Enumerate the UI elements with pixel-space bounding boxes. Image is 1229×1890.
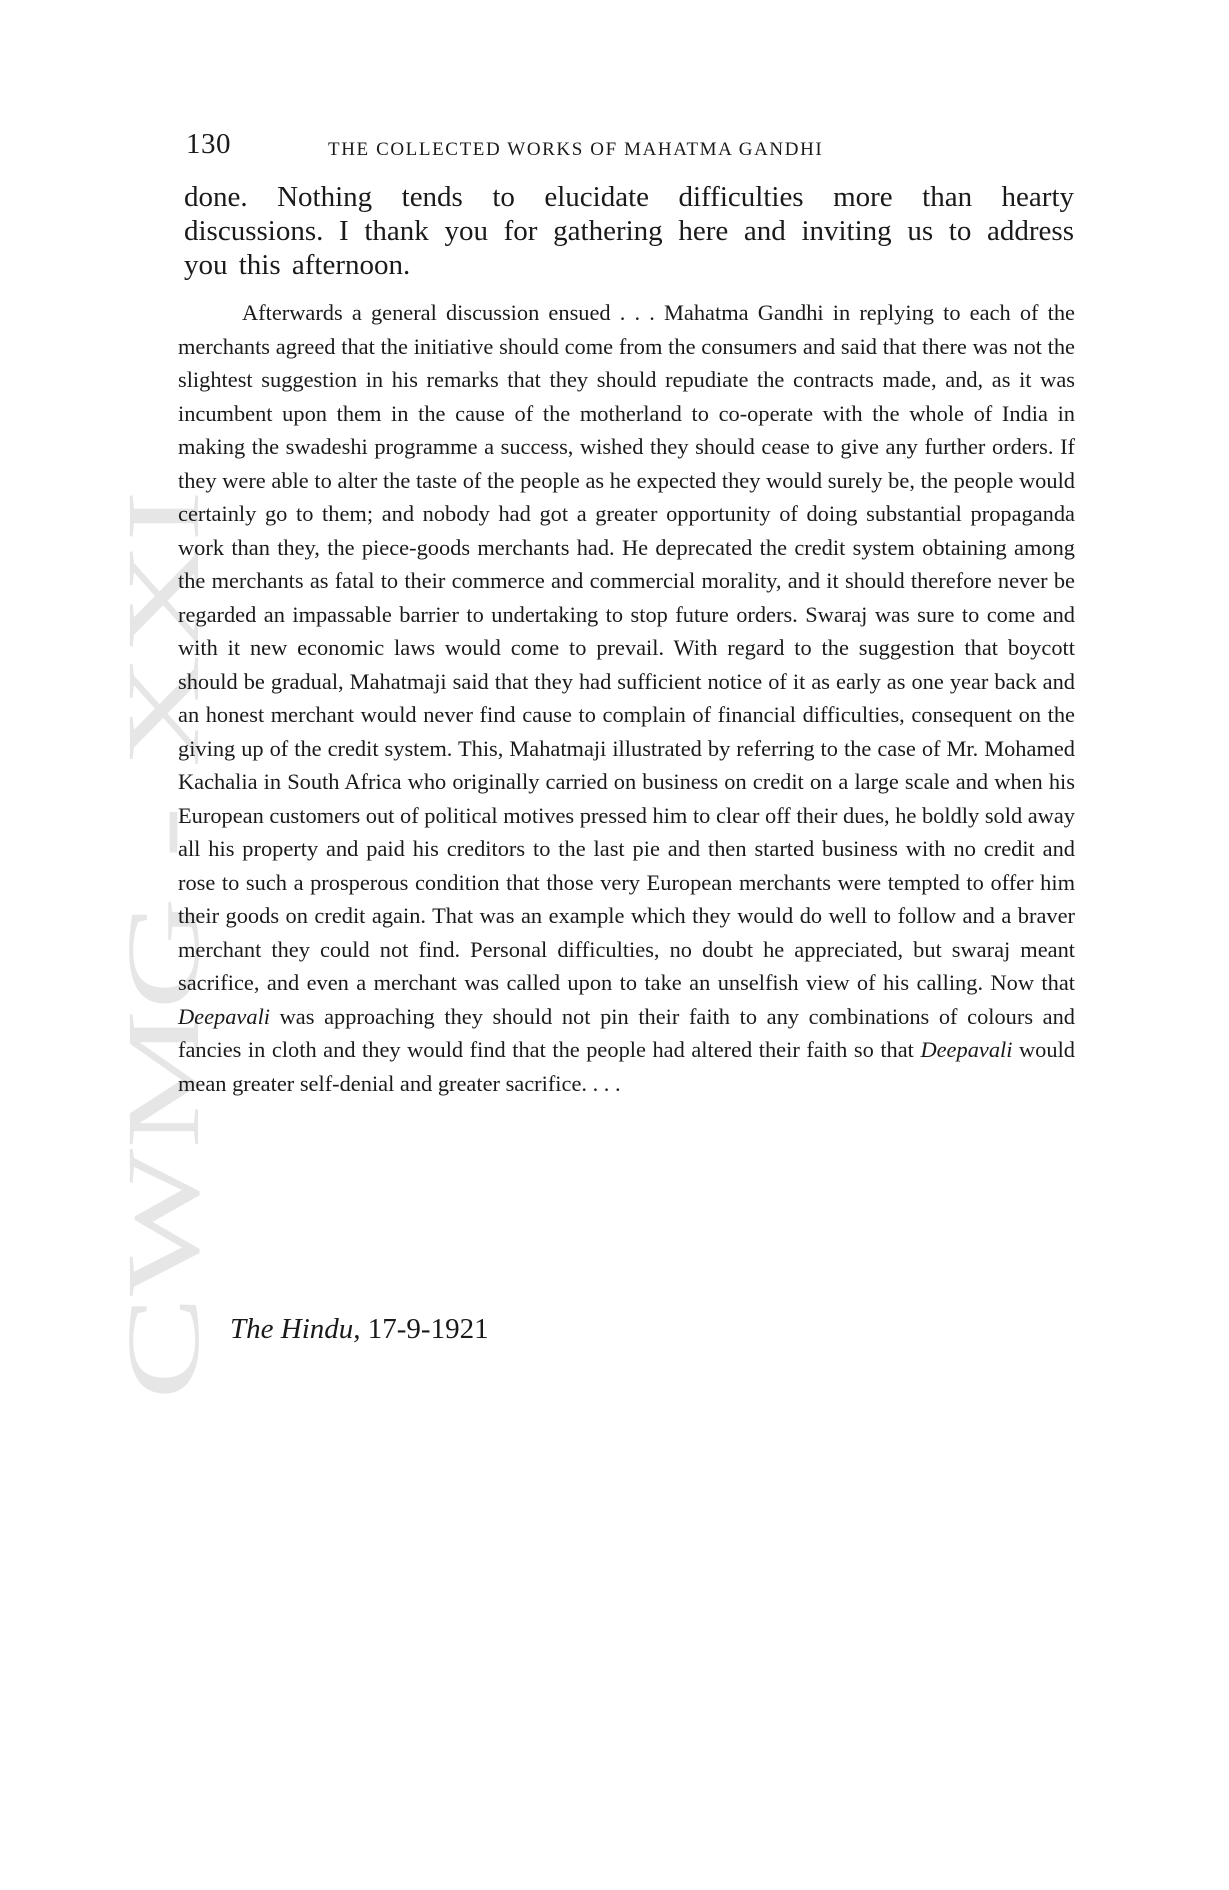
source-publication: The Hindu, xyxy=(230,1313,361,1345)
source-citation xyxy=(230,1313,489,1346)
report-italic-deepavali-1: Deepavali xyxy=(178,1003,271,1029)
page-number: 130 xyxy=(186,128,231,160)
report-italic-deepavali-2: Deepavali xyxy=(920,1037,1013,1062)
report-text-1: Afterwards a general discussion ensued . . . Mahatma Gandhi in replying to each of the merchants agreed that the initiative should come from the consumers and said that there was not the slightest suggestion in his remarks that they should repudiate the contracts made, and, as it was incumbent upon them in the cause of the motherland to co-operate with the whole of India in making the swadeshi programme a success, wished they should cease to give any further orders. If they were able to alter the taste of the people as he expected they would surely be, the people would certainly go to them; and nobody had got a greater opportunity of doing substantial propaganda work than they, the piece-goods merchants had. He deprecated the credit system obtaining among the merchants as fatal to their commerce and commercial morality, and it should therefore never be regarded an impassable barrier to undertaking to stop future orders. Swaraj was sure to come and with it new economic laws would come to prevail. With regard to the suggestion that boycott should be gradual, Mahatmaji said that they had sufficient notice of it as early as one year back and an honest merchant would never find cause to complain of financial difficulties, consequent on the giving up of the credit system. This, Mahatmaji illustrated by referring to the case of Mr. Mohamed Kachalia in South Africa who originally carried on business on credit on a large scale and when his European customers out of political motives pressed him to clear off their dues, he boldly sold away all his property and paid his creditors to the last pie and then started business with no credit and rose to such a prosperous condition that those very European merchants were tempted to offer him their goods on credit again. That was an example which they would do well to follow and a braver merchant they could not find. Personal difficulties, no doubt he appreciated, but swaraj meant sacrifice, and even a merchant was called upon to take an unselfish view of his calling. Now that xyxy=(178,300,1075,995)
report-text-2: was approaching they should not pin their faith to any combinations of colours and fancies in cloth and they would find that the people had altered their faith so that xyxy=(178,1003,1075,1062)
running-head: THE COLLECTED WORKS OF MAHATMA GANDHI xyxy=(328,139,824,160)
watermark-text: CWMG XXI xyxy=(120,793,220,1400)
source-date: 17-9-1921 xyxy=(367,1313,489,1345)
report-paragraph xyxy=(178,296,1075,1100)
speech-paragraph: done. Nothing tends to elucidate difficulties more than hearty discussions. I thank you for gathering here and inviting us to address you this afternoon. xyxy=(184,181,1074,281)
report-text-3: would mean greater self-denial and greater sacrifice. . . . xyxy=(178,1037,1075,1096)
page-header xyxy=(186,128,1076,168)
